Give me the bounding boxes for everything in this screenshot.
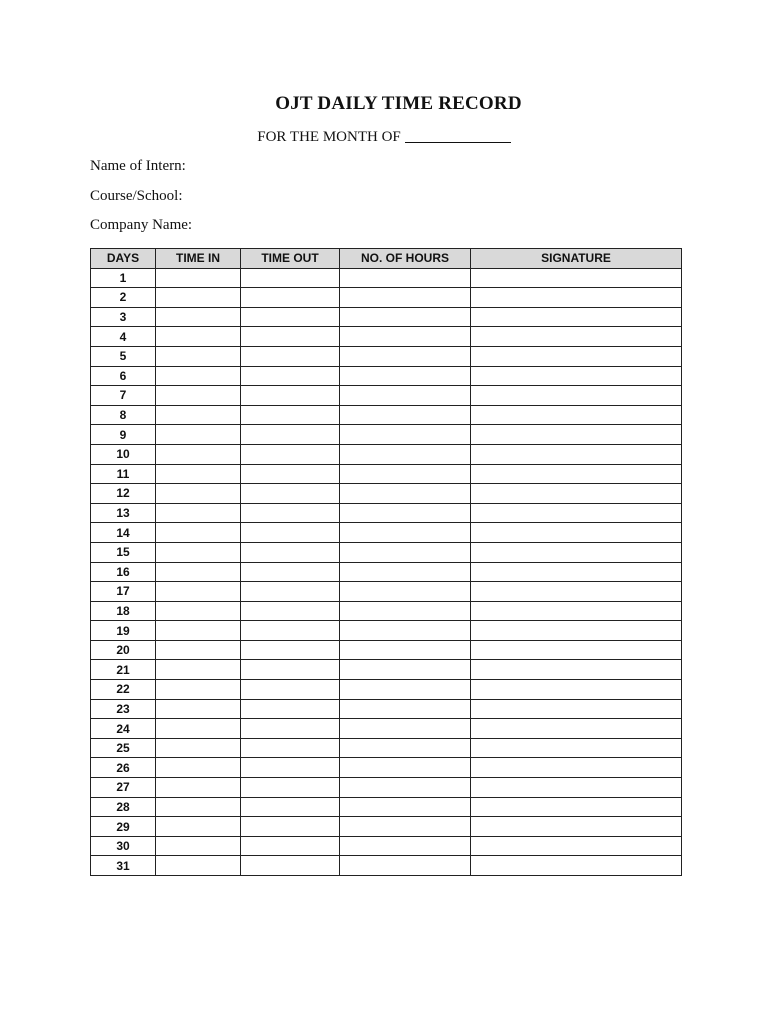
time-in-cell[interactable] — [156, 699, 241, 719]
day-number: 27 — [91, 778, 156, 798]
time-in-cell[interactable] — [156, 660, 241, 680]
hours-cell[interactable] — [340, 680, 471, 700]
table-row — [91, 738, 682, 758]
header-time-out: TIME OUT — [241, 249, 340, 269]
hours-cell[interactable] — [340, 817, 471, 837]
header-hours: NO. OF HOURS — [340, 249, 471, 269]
time-in-cell[interactable] — [156, 621, 241, 641]
signature-cell[interactable] — [471, 601, 682, 621]
time-in-cell[interactable] — [156, 464, 241, 484]
time-in-cell[interactable] — [156, 601, 241, 621]
time-in-cell[interactable] — [156, 366, 241, 386]
time-in-cell[interactable] — [156, 836, 241, 856]
time-in-cell[interactable] — [156, 738, 241, 758]
time-in-cell[interactable] — [156, 523, 241, 543]
day-number: 28 — [91, 797, 156, 817]
day-number: 13 — [91, 503, 156, 523]
signature-cell[interactable] — [471, 817, 682, 837]
hours-cell[interactable] — [340, 562, 471, 582]
signature-cell[interactable] — [471, 778, 682, 798]
hours-cell[interactable] — [340, 758, 471, 778]
table-row — [91, 346, 682, 366]
table-row — [91, 523, 682, 543]
day-number: 26 — [91, 758, 156, 778]
hours-cell[interactable] — [340, 738, 471, 758]
time-in-cell[interactable] — [156, 503, 241, 523]
header-signature: SIGNATURE — [471, 249, 682, 269]
day-number: 1 — [91, 268, 156, 288]
table-body — [91, 268, 682, 875]
hours-cell[interactable] — [340, 523, 471, 543]
table-row — [91, 660, 682, 680]
hours-cell[interactable] — [340, 503, 471, 523]
time-out-cell[interactable] — [241, 405, 340, 425]
signature-cell[interactable] — [471, 621, 682, 641]
time-in-cell[interactable] — [156, 758, 241, 778]
day-number: 20 — [91, 640, 156, 660]
hours-cell[interactable] — [340, 621, 471, 641]
signature-cell[interactable] — [471, 680, 682, 700]
table-row — [91, 425, 682, 445]
hours-cell[interactable] — [340, 444, 471, 464]
signature-cell[interactable] — [471, 405, 682, 425]
hours-cell[interactable] — [340, 386, 471, 406]
time-in-cell[interactable] — [156, 562, 241, 582]
table-row — [91, 640, 682, 660]
day-number: 4 — [91, 327, 156, 347]
table-row — [91, 836, 682, 856]
time-in-cell[interactable] — [156, 327, 241, 347]
time-in-cell[interactable] — [156, 582, 241, 602]
hours-cell[interactable] — [340, 719, 471, 739]
signature-cell[interactable] — [471, 386, 682, 406]
table-row — [91, 386, 682, 406]
hours-cell[interactable] — [340, 307, 471, 327]
time-out-cell[interactable] — [241, 542, 340, 562]
day-number: 12 — [91, 484, 156, 504]
table-row — [91, 778, 682, 798]
time-in-cell[interactable] — [156, 484, 241, 504]
time-in-cell[interactable] — [156, 307, 241, 327]
time-out-cell[interactable] — [241, 719, 340, 739]
hours-cell[interactable] — [340, 601, 471, 621]
time-in-cell[interactable] — [156, 680, 241, 700]
hours-cell[interactable] — [340, 640, 471, 660]
hours-cell[interactable] — [340, 778, 471, 798]
signature-cell[interactable] — [471, 464, 682, 484]
time-out-cell[interactable] — [241, 366, 340, 386]
hours-cell[interactable] — [340, 836, 471, 856]
time-out-cell[interactable] — [241, 307, 340, 327]
time-out-cell[interactable] — [241, 778, 340, 798]
day-number: 30 — [91, 836, 156, 856]
signature-cell[interactable] — [471, 562, 682, 582]
signature-cell[interactable] — [471, 797, 682, 817]
table-row — [91, 327, 682, 347]
day-number: 18 — [91, 601, 156, 621]
day-number: 5 — [91, 346, 156, 366]
table-row — [91, 758, 682, 778]
hours-cell[interactable] — [340, 464, 471, 484]
day-number: 2 — [91, 288, 156, 308]
time-out-cell[interactable] — [241, 817, 340, 837]
table-row — [91, 464, 682, 484]
hours-cell[interactable] — [340, 425, 471, 445]
hours-cell[interactable] — [340, 797, 471, 817]
time-in-cell[interactable] — [156, 817, 241, 837]
table-row — [91, 366, 682, 386]
signature-cell[interactable] — [471, 542, 682, 562]
table-row — [91, 444, 682, 464]
time-out-cell[interactable] — [241, 484, 340, 504]
signature-cell[interactable] — [471, 366, 682, 386]
table-row — [91, 268, 682, 288]
signature-cell[interactable] — [471, 425, 682, 445]
time-out-cell[interactable] — [241, 660, 340, 680]
table-row — [91, 601, 682, 621]
signature-cell[interactable] — [471, 523, 682, 543]
signature-cell[interactable] — [471, 444, 682, 464]
time-in-cell[interactable] — [156, 542, 241, 562]
table-row — [91, 699, 682, 719]
time-out-cell[interactable] — [241, 268, 340, 288]
table-row — [91, 503, 682, 523]
hours-cell[interactable] — [340, 405, 471, 425]
signature-cell[interactable] — [471, 640, 682, 660]
time-out-cell[interactable] — [241, 464, 340, 484]
hours-cell[interactable] — [340, 346, 471, 366]
table-row — [91, 562, 682, 582]
table-row — [91, 288, 682, 308]
day-number: 29 — [91, 817, 156, 837]
signature-cell[interactable] — [471, 307, 682, 327]
signature-cell[interactable] — [471, 268, 682, 288]
day-number: 17 — [91, 582, 156, 602]
day-number: 31 — [91, 856, 156, 876]
time-in-cell[interactable] — [156, 405, 241, 425]
table-row — [91, 680, 682, 700]
day-number: 16 — [91, 562, 156, 582]
signature-cell[interactable] — [471, 719, 682, 739]
time-out-cell[interactable] — [241, 836, 340, 856]
day-number: 22 — [91, 680, 156, 700]
hours-cell[interactable] — [340, 542, 471, 562]
day-number: 24 — [91, 719, 156, 739]
day-number: 19 — [91, 621, 156, 641]
time-in-cell[interactable] — [156, 386, 241, 406]
time-out-cell[interactable] — [241, 699, 340, 719]
month-line — [0, 128, 768, 146]
time-out-cell[interactable] — [241, 386, 340, 406]
time-in-cell[interactable] — [156, 719, 241, 739]
day-number: 7 — [91, 386, 156, 406]
hours-cell[interactable] — [340, 268, 471, 288]
time-out-cell[interactable] — [241, 680, 340, 700]
month-label: FOR THE MONTH OF — [257, 129, 401, 145]
day-number: 10 — [91, 444, 156, 464]
table-row — [91, 307, 682, 327]
hours-cell[interactable] — [340, 699, 471, 719]
time-in-cell[interactable] — [156, 268, 241, 288]
intern-name-label: Name of Intern: — [90, 158, 186, 174]
time-in-cell[interactable] — [156, 856, 241, 876]
signature-cell[interactable] — [471, 346, 682, 366]
signature-cell[interactable] — [471, 836, 682, 856]
time-out-cell[interactable] — [241, 797, 340, 817]
day-number: 6 — [91, 366, 156, 386]
table-header-row — [91, 249, 682, 269]
day-number: 15 — [91, 542, 156, 562]
table-row — [91, 484, 682, 504]
time-in-cell[interactable] — [156, 444, 241, 464]
time-out-cell[interactable] — [241, 288, 340, 308]
day-number: 23 — [91, 699, 156, 719]
table-row — [91, 856, 682, 876]
signature-cell[interactable] — [471, 503, 682, 523]
signature-cell[interactable] — [471, 288, 682, 308]
signature-cell[interactable] — [471, 699, 682, 719]
time-out-cell[interactable] — [241, 621, 340, 641]
time-out-cell[interactable] — [241, 738, 340, 758]
signature-cell[interactable] — [471, 738, 682, 758]
hours-cell[interactable] — [340, 366, 471, 386]
time-out-cell[interactable] — [241, 327, 340, 347]
table-row — [91, 542, 682, 562]
table-row — [91, 405, 682, 425]
time-in-cell[interactable] — [156, 778, 241, 798]
time-out-cell[interactable] — [241, 758, 340, 778]
day-number: 3 — [91, 307, 156, 327]
hours-cell[interactable] — [340, 327, 471, 347]
time-out-cell[interactable] — [241, 444, 340, 464]
hours-cell[interactable] — [340, 856, 471, 876]
header-time-in: TIME IN — [156, 249, 241, 269]
signature-cell[interactable] — [471, 660, 682, 680]
signature-cell[interactable] — [471, 327, 682, 347]
course-school-label: Course/School: — [90, 188, 183, 204]
hours-cell[interactable] — [340, 484, 471, 504]
table-row — [91, 797, 682, 817]
table-row — [91, 621, 682, 641]
signature-cell[interactable] — [471, 856, 682, 876]
time-in-cell[interactable] — [156, 288, 241, 308]
time-record-table — [90, 248, 682, 876]
time-in-cell[interactable] — [156, 425, 241, 445]
signature-cell[interactable] — [471, 758, 682, 778]
signature-cell[interactable] — [471, 484, 682, 504]
time-in-cell[interactable] — [156, 797, 241, 817]
table-row — [91, 582, 682, 602]
day-number: 9 — [91, 425, 156, 445]
time-out-cell[interactable] — [241, 601, 340, 621]
day-number: 8 — [91, 405, 156, 425]
company-name-label: Company Name: — [90, 217, 193, 233]
time-out-cell[interactable] — [241, 640, 340, 660]
time-out-cell[interactable] — [241, 425, 340, 445]
table-row — [91, 719, 682, 739]
time-in-cell[interactable] — [156, 640, 241, 660]
day-number: 11 — [91, 464, 156, 484]
time-out-cell[interactable] — [241, 856, 340, 876]
hours-cell[interactable] — [340, 582, 471, 602]
hours-cell[interactable] — [340, 660, 471, 680]
document-title: OJT DAILY TIME RECORD — [275, 93, 522, 114]
time-out-cell[interactable] — [241, 582, 340, 602]
month-blank-line[interactable] — [405, 128, 511, 143]
time-out-cell[interactable] — [241, 346, 340, 366]
time-out-cell[interactable] — [241, 523, 340, 543]
time-in-cell[interactable] — [156, 346, 241, 366]
day-number: 14 — [91, 523, 156, 543]
time-out-cell[interactable] — [241, 503, 340, 523]
day-number: 21 — [91, 660, 156, 680]
hours-cell[interactable] — [340, 288, 471, 308]
signature-cell[interactable] — [471, 582, 682, 602]
day-number: 25 — [91, 738, 156, 758]
table-row — [91, 817, 682, 837]
header-days: DAYS — [91, 249, 156, 269]
time-out-cell[interactable] — [241, 562, 340, 582]
